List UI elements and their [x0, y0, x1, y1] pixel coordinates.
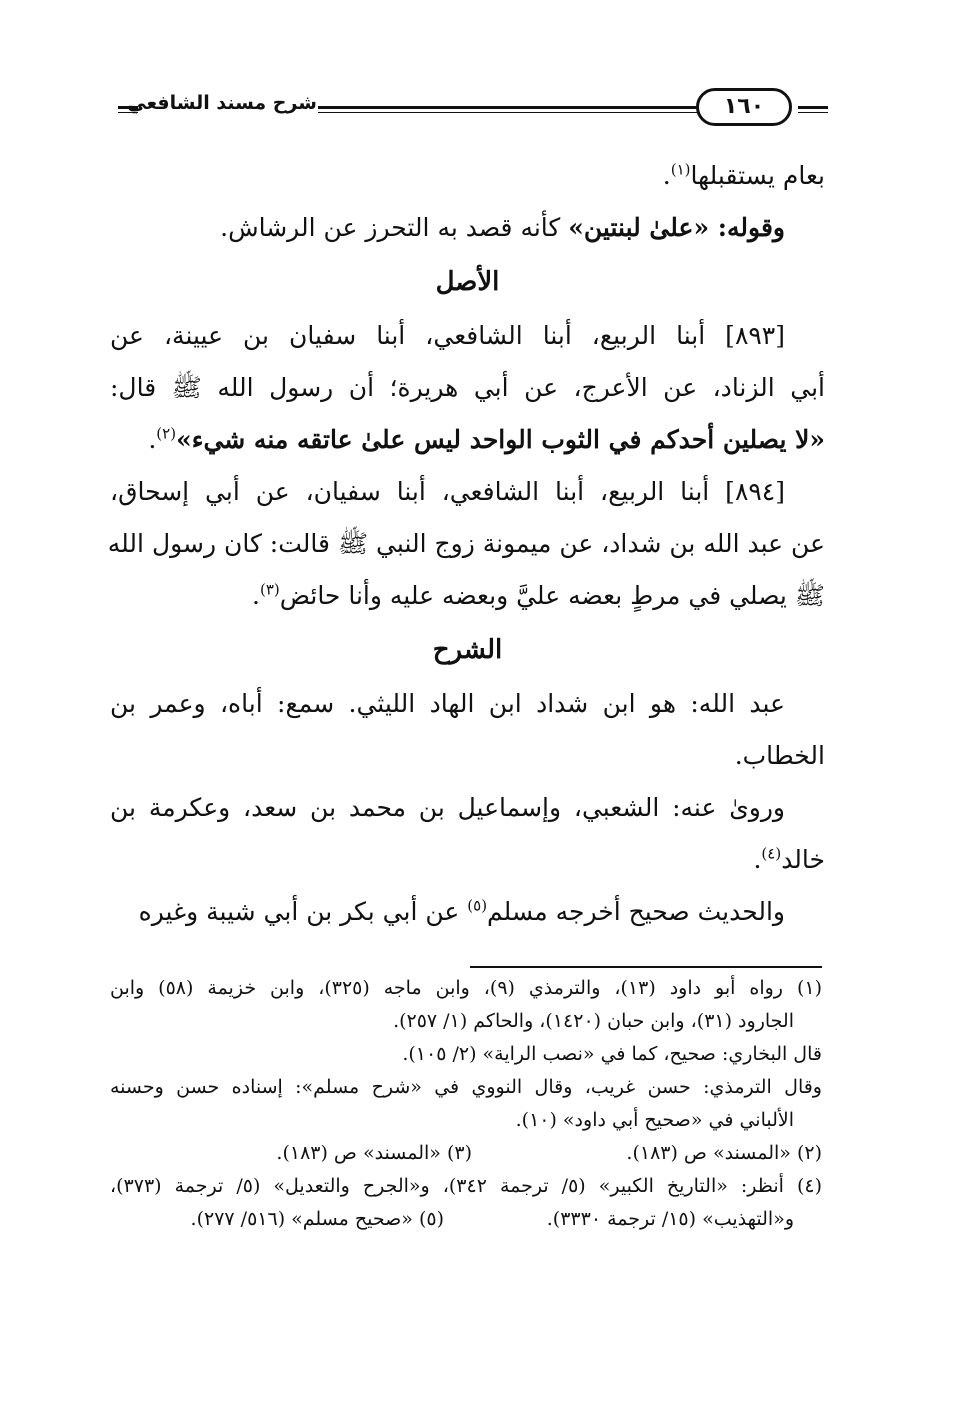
body-line: وروىٰ عنه: الشعبي، وإسماعيل بن محمد بن سعد، وعكرمة بن — [110, 793, 785, 822]
body-line: وقوله: «علىٰ لبنتين» كأنه قصد به التحرز عن الرشاش. — [220, 213, 785, 242]
footnote-line — [110, 1137, 822, 1170]
body-line: الخطاب. — [734, 741, 825, 770]
footnote-line — [110, 1203, 822, 1236]
footnote-marker: (٤) — [761, 844, 782, 863]
footnote-5: (٥) «صحيح مسلم» (٥١٦/ ٢٧٧). — [190, 1208, 444, 1230]
footnote-line: (١) رواه أبو داود (١٣)، والترمذي (٩)، وابن ماجه (٣٢٥)، وابن خزيمة (٥٨) وابن — [110, 977, 822, 999]
body-line: خالد$^{(٤)}$. — [753, 844, 825, 874]
header-rule-right — [798, 106, 828, 113]
section-heading-asl: الأصل — [435, 267, 500, 297]
footnote-separator — [470, 966, 822, 968]
footnote-2: (٢) «المسند» ص (١٨٣). — [626, 1142, 822, 1164]
body-line: بعام يستقبلها$^{(١)}$. — [662, 160, 825, 190]
footnote-line: وقال الترمذي: حسن غريب، وقال النووي في «شرح مسلم»: إسناده حسن وحسنه — [110, 1076, 822, 1098]
section-heading-sharh: الشرح — [432, 635, 503, 665]
footnote-marker: (٢) — [156, 424, 177, 443]
footnote-4-cont: و«التهذيب» (١٥/ ترجمة ٣٣٣٠). — [546, 1208, 794, 1230]
footnote-marker: (٣) — [259, 580, 280, 599]
footnote-line: قال البخاري: صحيح، كما في «نصب الراية» (٢/ ١٠٥). — [402, 1043, 822, 1065]
hadith-text: «لا يصلين أحدكم في الثوب الواحد ليس علىٰ عاتقه منه شيء»$^{(٢)}$. — [148, 424, 825, 454]
body-line: أبي الزناد، عن الأعرج، عن أبي هريرة؛ أن رسول الله ﷺ قال: — [110, 373, 825, 402]
footnote-marker: (٥) — [467, 896, 488, 915]
main-text — [107, 150, 825, 938]
header-rule-middle — [318, 106, 738, 113]
footnote-marker: (١) — [670, 160, 691, 179]
body-line: عبد الله: هو ابن شداد ابن الهاد الليثي. سمع: أباه، وعمر بن — [110, 689, 785, 718]
footnotes — [110, 972, 822, 1236]
footnote-line: الجارود (٣١)، وابن حبان (١٤٢٠)، والحاكم (١/ ٢٥٧). — [393, 1010, 794, 1032]
running-title: شرح مسند الشافعي — [127, 92, 317, 114]
body-line: [٨٩٤] أبنا الربيع، أبنا الشافعي، أبنا سفيان، عن أبي إسحاق، — [110, 477, 785, 506]
body-line: والحديث صحيح أخرجه مسلم$^{(٥)}$ عن أبي بكر بن أبي شيبة وغيره — [138, 896, 785, 926]
body-line: [٨٩٣] أبنا الربيع، أبنا الشافعي، أبنا سفيان بن عيينة، عن — [110, 321, 785, 350]
footnote-line: (٤) أنظر: «التاريخ الكبير» (٥/ ترجمة ٣٤٢)، و«الجرح والتعديل» (٥/ ترجمة (٣٧٣)، — [110, 1175, 822, 1197]
footnote-line: الألباني في «صحيح أبي داود» (١٠). — [515, 1109, 794, 1131]
page-header — [108, 86, 828, 138]
footnote-3: (٣) «المسند» ص (١٨٣). — [276, 1142, 472, 1164]
body-line: عن عبد الله بن شداد، عن ميمونة زوج النبي ﷺ قالت: كان رسول الله — [107, 529, 825, 558]
body-line: ﷺ يصلي في مرطٍ بعضه عليَّ وبعضه عليه وأنا حائض$^{(٣)}$. — [252, 580, 825, 610]
page-number: ١٦٠ — [696, 88, 792, 126]
